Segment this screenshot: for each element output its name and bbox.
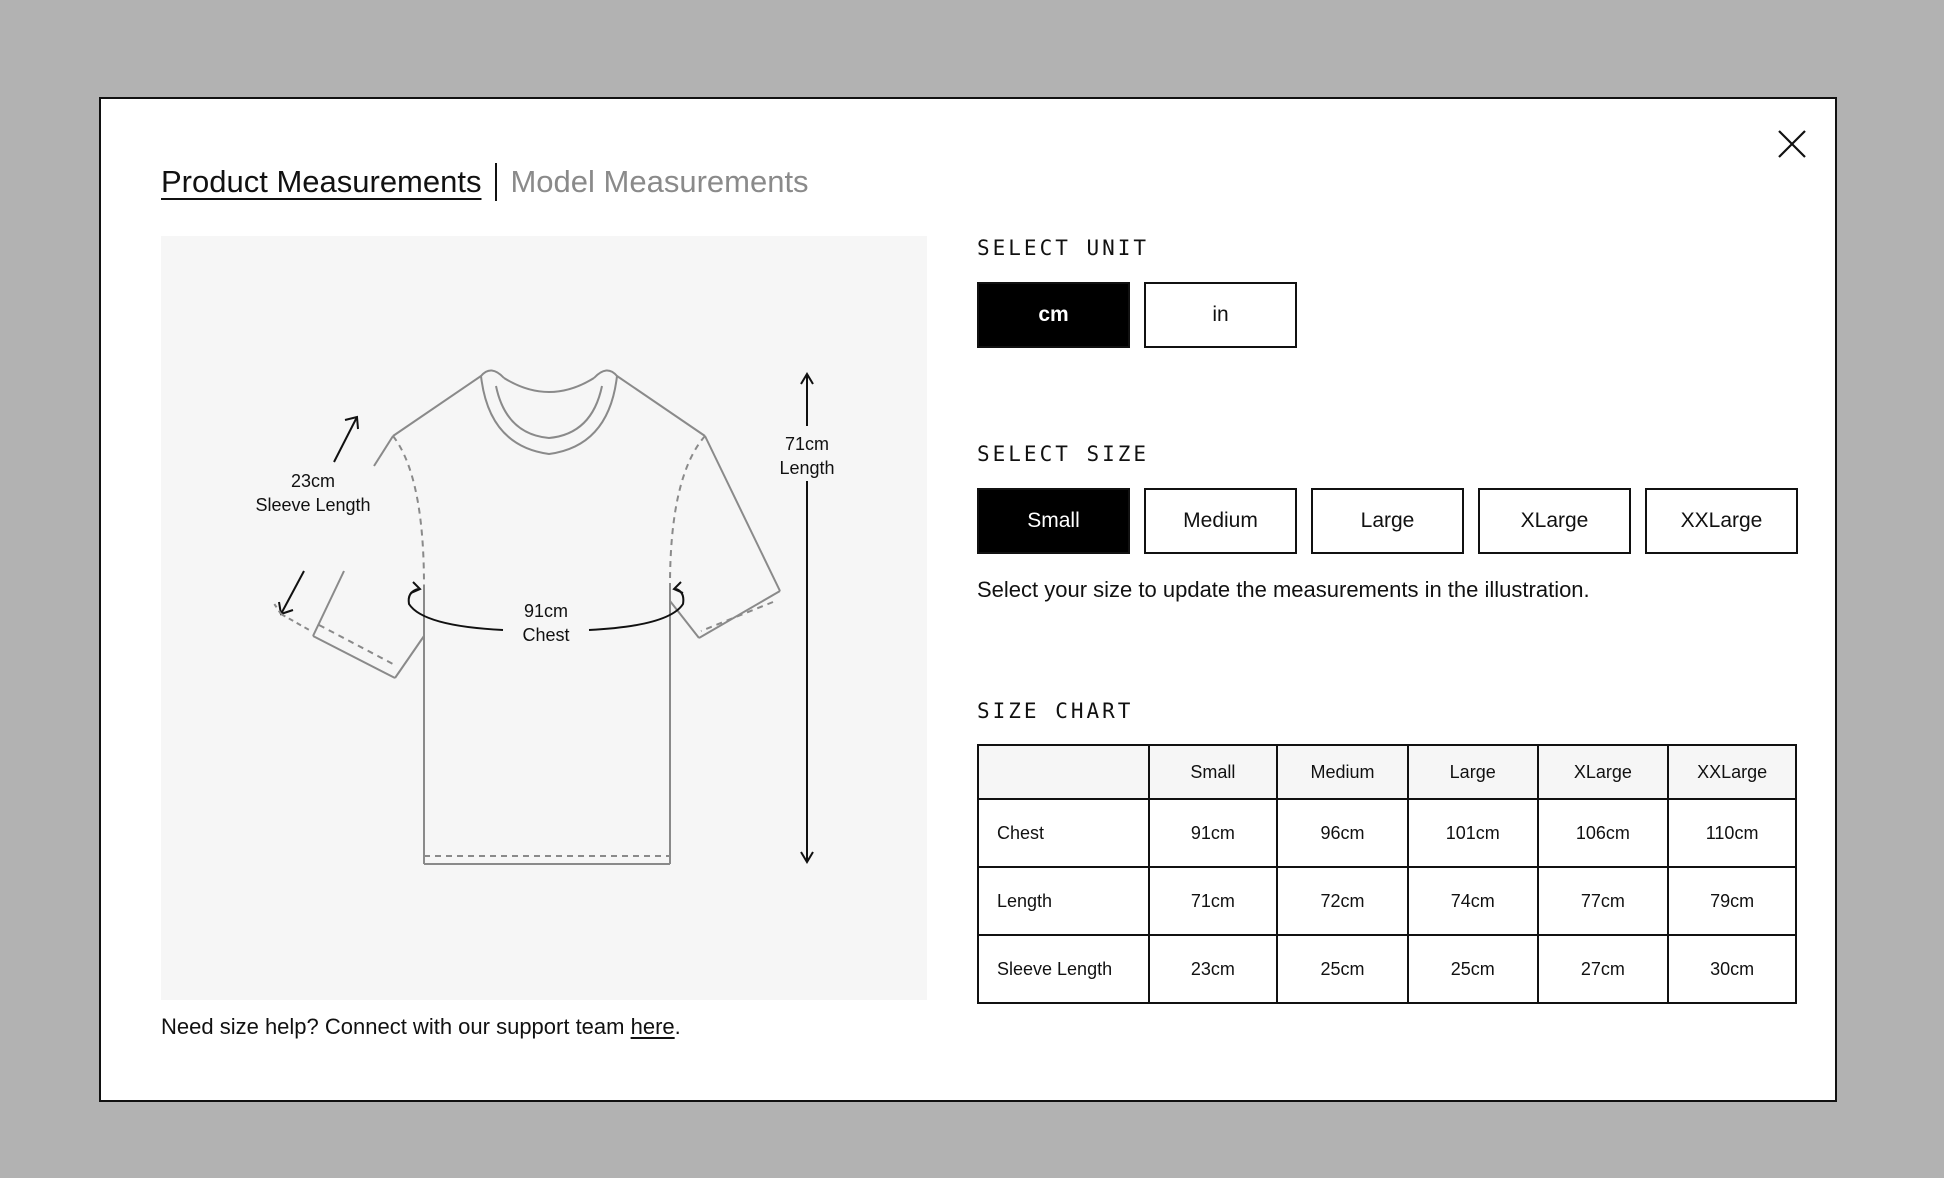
support-link[interactable]: here — [630, 1014, 675, 1039]
sleeve-length-text: Sleeve Length — [255, 495, 371, 515]
tab-product-measurements[interactable]: Product Measurements — [161, 164, 482, 199]
size-button-xxlarge[interactable]: XXLarge — [1645, 488, 1798, 554]
table-row — [978, 867, 1796, 935]
table-header-cell — [978, 745, 1149, 799]
size-hint-text: Select your size to update the measurements in the illustration. — [977, 577, 1590, 602]
length-text: Length — [779, 458, 835, 478]
table-header-cell: XLarge — [1538, 745, 1669, 799]
tshirt-illustration — [161, 236, 927, 1000]
chest-label — [522, 599, 569, 647]
unit-toggle — [977, 282, 1297, 348]
chest-text: Chest — [522, 625, 570, 645]
table-cell: 27cm — [1538, 935, 1669, 1003]
tab-model-measurements[interactable]: Model Measurements — [510, 164, 809, 199]
select-size-heading: SELECT SIZE — [977, 442, 1150, 466]
table-row — [978, 935, 1796, 1003]
table-header-row — [978, 745, 1796, 799]
table-header-cell: XXLarge — [1668, 745, 1796, 799]
measurement-tabs — [161, 161, 809, 203]
table-cell: 79cm — [1668, 867, 1796, 935]
size-help-text — [161, 1014, 681, 1040]
size-chart-table — [977, 744, 1797, 1004]
size-chart-heading: SIZE CHART — [977, 699, 1134, 723]
table-cell: 106cm — [1538, 799, 1669, 867]
size-button-small[interactable]: Small — [977, 488, 1130, 554]
sleeve-length-label — [255, 469, 370, 517]
close-icon[interactable] — [1775, 127, 1809, 161]
table-cell: 77cm — [1538, 867, 1669, 935]
size-button-xlarge[interactable]: XLarge — [1478, 488, 1631, 554]
table-cell: 101cm — [1408, 799, 1538, 867]
table-cell: 25cm — [1408, 935, 1538, 1003]
unit-button-cm[interactable]: cm — [977, 282, 1130, 348]
table-header-cell: Medium — [1277, 745, 1408, 799]
table-cell: 23cm — [1149, 935, 1278, 1003]
length-value: 71cm — [784, 434, 829, 454]
table-row-label: Length — [978, 867, 1149, 935]
size-selector — [977, 488, 1798, 554]
length-label — [779, 432, 834, 480]
table-row — [978, 799, 1796, 867]
table-row-label: Chest — [978, 799, 1149, 867]
table-cell: 96cm — [1277, 799, 1408, 867]
size-button-medium[interactable]: Medium — [1144, 488, 1297, 554]
size-button-large[interactable]: Large — [1311, 488, 1464, 554]
select-unit-heading: SELECT UNIT — [977, 236, 1150, 260]
table-cell: 71cm — [1149, 867, 1278, 935]
size-help-message: Need size help? Connect with our support team — [161, 1014, 631, 1039]
table-cell: 30cm — [1668, 935, 1796, 1003]
unit-button-in[interactable]: in — [1144, 282, 1297, 348]
table-cell: 110cm — [1668, 799, 1796, 867]
table-cell: 25cm — [1277, 935, 1408, 1003]
chest-value: 91cm — [523, 601, 568, 621]
tab-divider — [495, 163, 497, 201]
table-cell: 74cm — [1408, 867, 1538, 935]
table-header-cell: Small — [1149, 745, 1278, 799]
table-header-cell: Large — [1408, 745, 1538, 799]
size-guide-modal — [99, 97, 1837, 1102]
sleeve-length-value: 23cm — [290, 471, 335, 491]
table-cell: 91cm — [1149, 799, 1278, 867]
size-help-end: . — [674, 1014, 681, 1039]
table-cell: 72cm — [1277, 867, 1408, 935]
table-row-label: Sleeve Length — [978, 935, 1149, 1003]
